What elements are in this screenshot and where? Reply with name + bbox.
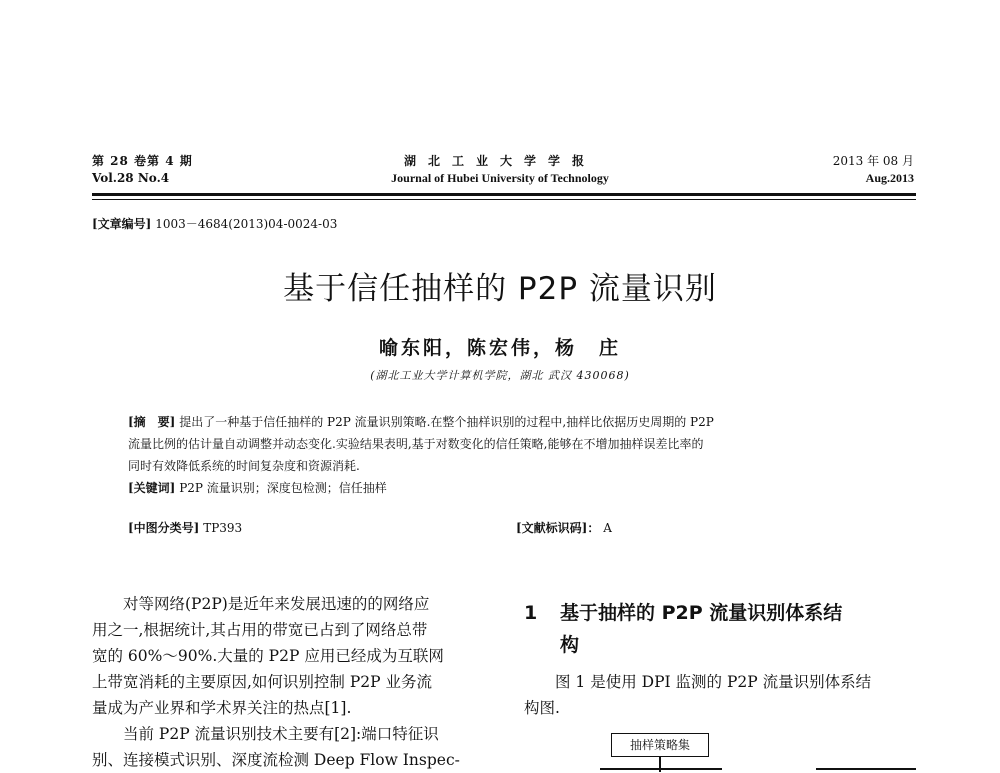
authors: 喻东阳，陈宏伟，杨 庄 <box>378 337 621 359</box>
figure-connector <box>659 757 661 772</box>
figure-box-edge <box>600 768 722 770</box>
document-code-label: [文献标识码]： <box>516 521 600 535</box>
publication-date: 2013 年 08 月 <box>832 154 914 168</box>
journal-name: 湖北工业大学学报 <box>403 154 596 168</box>
document-code-value: A <box>603 521 612 535</box>
volume-issue-en: Vol.28 No.4 <box>92 171 170 185</box>
body-line: 上带宽消耗的主要原因,如何识别控制 P2P 业务流 <box>92 673 433 691</box>
keywords <box>128 477 908 499</box>
abstract-line <box>128 411 908 433</box>
classification-value: TP393 <box>203 521 243 535</box>
body-line: 对等网络(P2P)是近年来发展迅速的的网络应 <box>92 595 430 613</box>
abstract <box>128 411 908 499</box>
abstract-text: 提出了一种基于信任抽样的 P2P 流量识别策略.在整个抽样识别的过程中,抽样比依据历史周期的 P2P <box>179 415 714 429</box>
volume-issue: 第 28 卷第 4 期 <box>92 154 193 168</box>
affiliation: (湖北工业大学计算机学院，湖北 武汉 430068) <box>370 369 630 382</box>
header-rule-thin <box>92 199 916 200</box>
article-number <box>92 215 337 232</box>
abstract-line: 流量比例的估计量自动调整并动态变化.实验结果表明,基于对数变化的信任策略,能够在不增加抽样误差比率的 <box>128 437 704 451</box>
abstract-line: 同时有效降低系统的时间复杂度和资源消耗. <box>128 459 360 473</box>
abstract-label: [摘 要] <box>128 415 176 429</box>
intro-paragraphs <box>92 591 492 773</box>
figure-box-sampling-strategy: 抽样策略集 <box>611 733 709 757</box>
journal-name-en: Journal of Hubei University of Technology <box>391 171 609 185</box>
section-heading-text: 基于抽样的 P2P 流量识别体系结 <box>560 602 843 624</box>
section-heading-line <box>524 597 842 629</box>
article-number-value: 1003－4684(2013)04-0024-03 <box>155 217 338 231</box>
keywords-value: P2P 流量识别；深度包检测；信任抽样 <box>179 481 387 495</box>
header-rule-thick <box>92 193 916 196</box>
body-line: 构图. <box>524 699 560 717</box>
section-heading <box>524 597 842 661</box>
document-code <box>516 519 612 536</box>
section-number: 1 <box>524 602 538 624</box>
section-heading-text: 构 <box>560 634 580 656</box>
body-line: 量成为产业界和学术界关注的热点[1]. <box>92 699 352 717</box>
keywords-label: [关键词] <box>128 481 176 495</box>
publication-date-en: Aug.2013 <box>865 171 914 185</box>
body-line: 宽的 60%～90%.大量的 P2P 应用已经成为互联网 <box>92 647 444 665</box>
classification-label: [中图分类号] <box>128 521 200 535</box>
article-title: 基于信任抽样的 P2P 流量识别 <box>283 271 717 307</box>
figure-box-edge <box>816 768 916 770</box>
article-number-label: [文章编号] <box>92 217 152 231</box>
classification <box>128 519 242 536</box>
section-body <box>524 669 871 721</box>
body-line: 当前 P2P 流量识别技术主要有[2]:端口特征识 <box>92 725 439 743</box>
section-heading-line <box>524 629 842 661</box>
body-line: 别、连接模式识别、深度流检测 Deep Flow Inspec- <box>92 751 460 769</box>
body-line: 用之一,根据统计,其占用的带宽已占到了网络总带 <box>92 621 428 639</box>
body-line: 图 1 是使用 DPI 监测的 P2P 流量识别体系结 <box>524 673 872 691</box>
